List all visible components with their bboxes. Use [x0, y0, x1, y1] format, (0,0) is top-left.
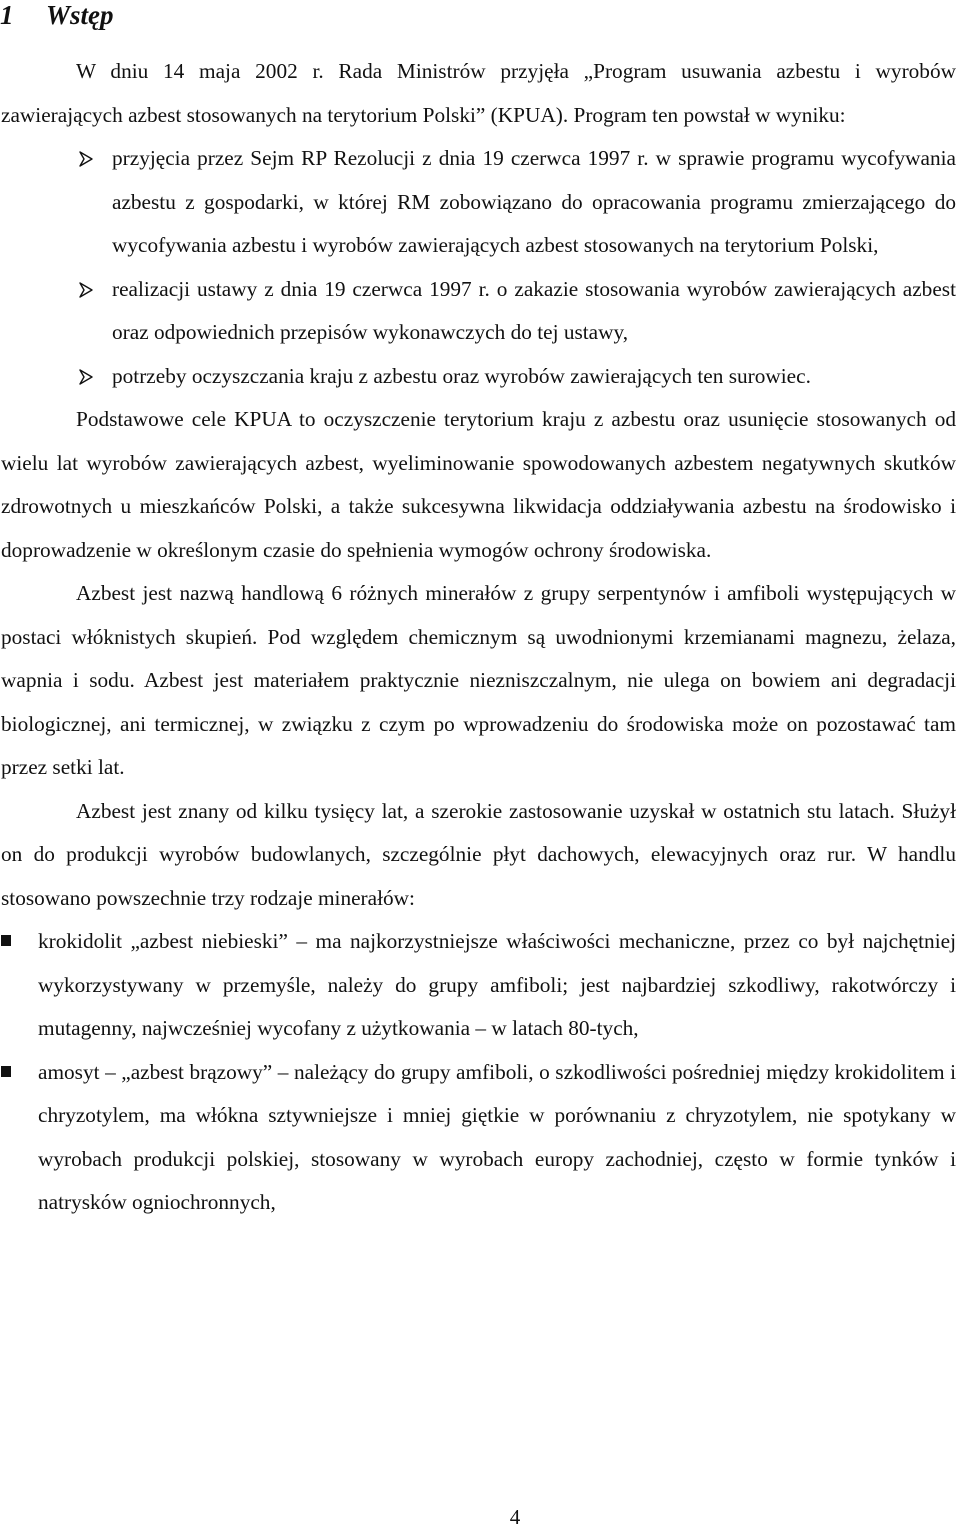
arrow-bullet-icon	[78, 282, 94, 298]
square-bullet-icon	[1, 1066, 11, 1077]
list-item	[1, 268, 956, 355]
document-body	[1, 50, 956, 1225]
section-heading	[0, 0, 114, 30]
list-item	[1, 920, 956, 1051]
paragraph-intro: W dniu 14 maja 2002 r. Rada Ministrów przyjęła „Program usuwania azbestu i wyrobów zawierających azbest stosowanych na terytorium Polski” (KPUA). Program ten powstał w wyniku:	[1, 59, 956, 127]
list-item-text: krokidolit „azbest niebieski” – ma najkorzystniejsze właściwości mechaniczne, przez co był najchętniej wykorzystywany w przemyśle, należy do grupy amfiboli; jest najbardziej szkodliwy, rakotwórczy i mutagenny, najwcześniej wycofany z użytkowania – w latach 80-tych,	[38, 929, 956, 1040]
list-item	[1, 137, 956, 268]
arrow-bullet-icon	[78, 151, 94, 167]
list-item-text: potrzeby oczyszczania kraju z azbestu oraz wyrobów zawierających ten surowiec.	[112, 363, 811, 388]
list-item-text: przyjęcia przez Sejm RP Rezolucji z dnia 19 czerwca 1997 r. w sprawie programu wycofywania azbestu z gospodarki, w której RM zobowiązano do opracowania programu zmierzającego do wycofywania azbestu i wyrobów zawierających azbest stosowanych na terytorium Polski,	[112, 146, 956, 257]
paragraph-goals: Podstawowe cele KPUA to oczyszczenie terytorium kraju z azbestu oraz usunięcie stosowanych od wielu lat wyrobów zawierających azbest, wyeliminowanie spowodowanych azbestem negatywnych skutków zdrowotnych u mieszkańców Polski, a także sukcesywna likwidacja oddziaływania azbestu na środowisko i doprowadzenie w określonym czasie do spełnienia wymogów ochrony środowiska.	[1, 407, 956, 562]
paragraph-definition: Azbest jest nazwą handlową 6 różnych minerałów z grupy serpentynów i amfiboli występujących w postaci włóknistych skupień. Pod względem chemicznym są uwodnionymi krzemianami magnezu, żelaza, wapnia i sodu. Azbest jest materiałem praktycznie niezniszczalnym, nie ulega on bowiem ani degradacji biologicznej, ani termicznej, w związku z czym po wprowadzeniu do środowiska może on pozostawać tam przez setki lat.	[1, 581, 956, 779]
arrow-list	[1, 137, 956, 398]
list-item-text: amosyt – „azbest brązowy” – należący do grupy amfiboli, o szkodliwości pośredniej między krokidolitem i chryzotylem, ma włókna sztywniejsze i mniej giętkie w porównaniu z chryzotylem, nie spotykany w wyrobach produkcji polskiej, stosowany w wyrobach europy zachodniej, często w formie tynków i natrysków ogniochronnych,	[38, 1059, 956, 1214]
list-item-text: realizacji ustawy z dnia 19 czerwca 1997 r. o zakazie stosowania wyrobów zawierających azbest oraz odpowiednich przepisów wykonawczych do tej ustawy,	[112, 276, 956, 344]
page-number: 4	[509, 1505, 521, 1529]
list-item	[1, 355, 956, 399]
section-title: Wstęp	[46, 0, 114, 30]
paragraph-history: Azbest jest znany od kilku tysięcy lat, a szerokie zastosowanie uzyskał w ostatnich stu latach. Służył on do produkcji wyrobów budowlanych, szczególnie płyt dachowych, elewacyjnych oraz rur. W handlu stosowano powszechnie trzy rodzaje minerałów:	[1, 798, 956, 910]
section-number: 1	[0, 0, 14, 30]
list-item	[1, 1051, 956, 1225]
square-list	[1, 920, 956, 1225]
arrow-bullet-icon	[78, 369, 94, 385]
square-bullet-icon	[1, 935, 11, 946]
